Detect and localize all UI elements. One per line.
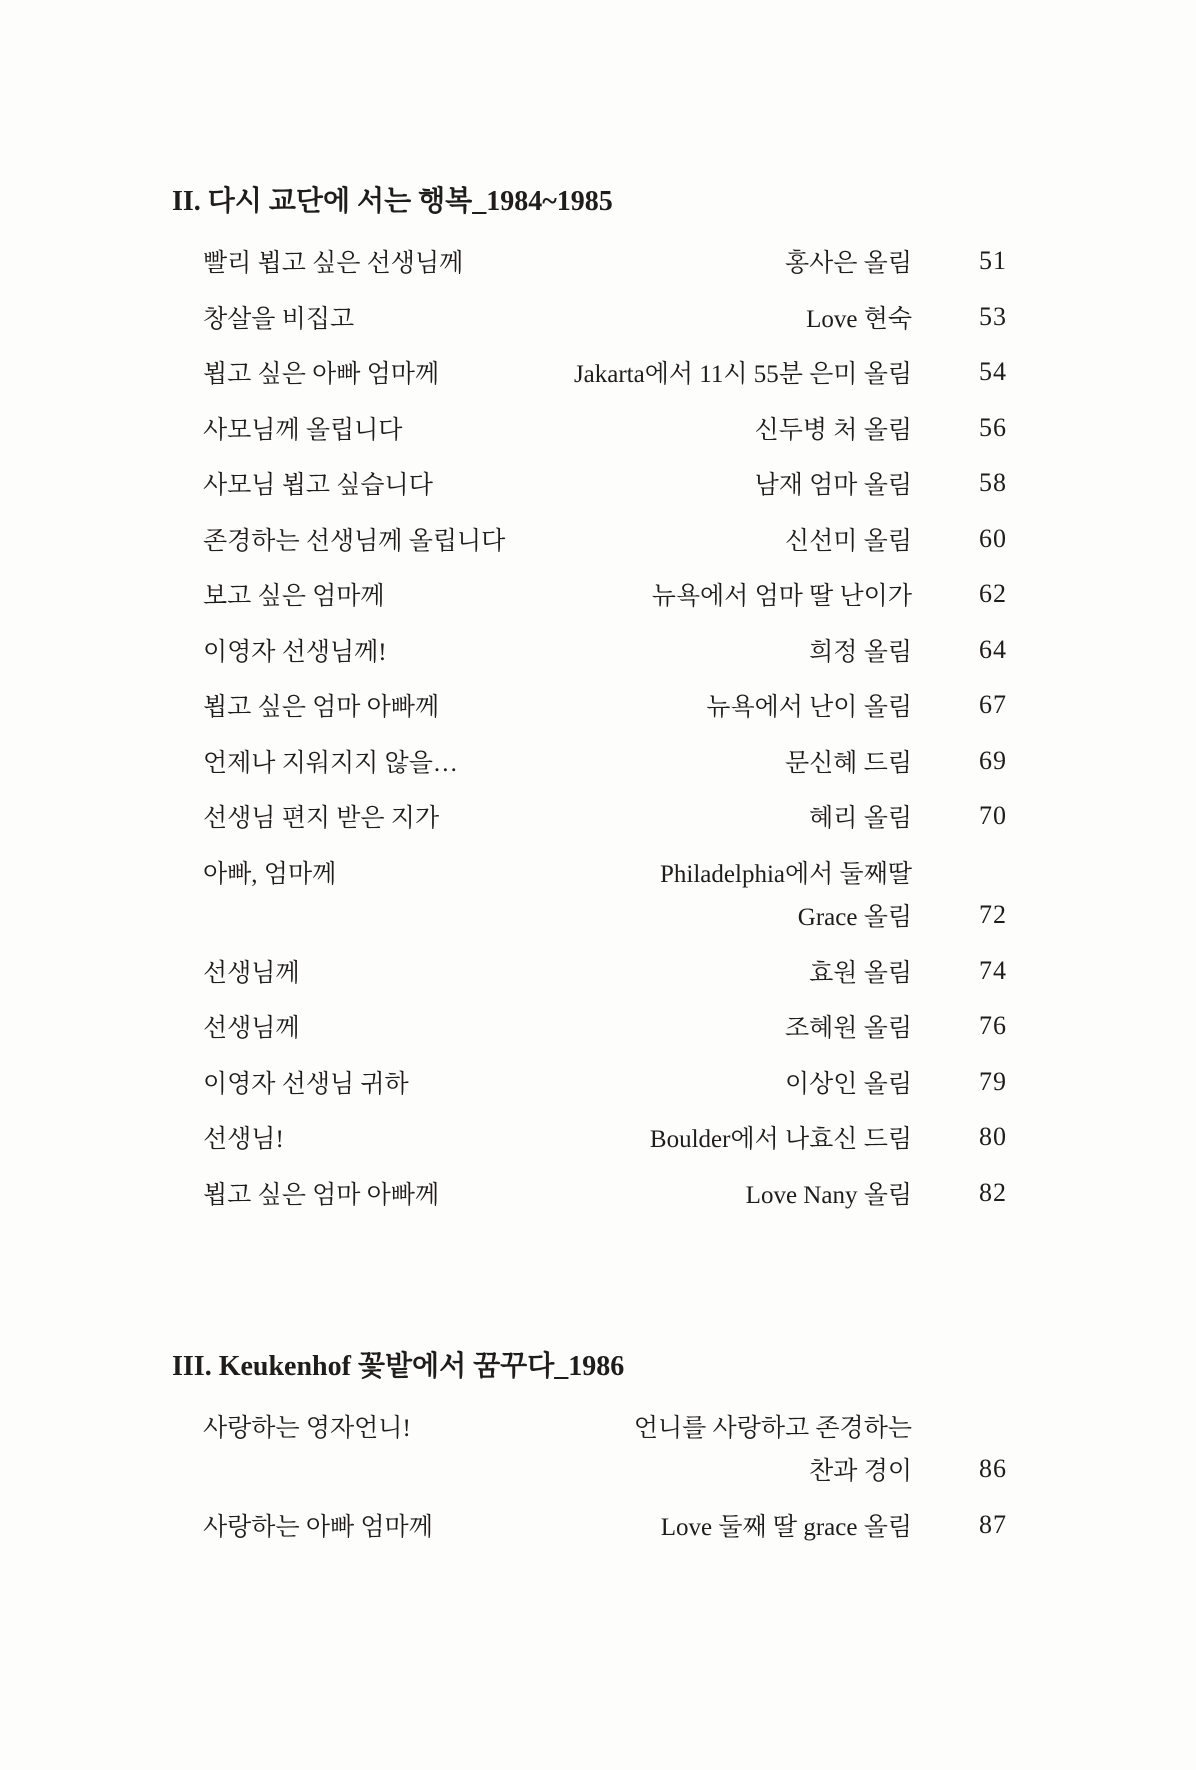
toc-entry (172, 1110, 1007, 1166)
toc-entry (172, 789, 1007, 845)
entry-title: 빨리 뵙고 싶은 선생님께 (203, 250, 464, 278)
toc-entry (172, 678, 1007, 734)
toc-section (172, 1349, 1007, 1553)
toc-entry (172, 844, 1007, 931)
section-entries (172, 1398, 1007, 1553)
toc-sections (172, 184, 1007, 1553)
entry-author: 신선미 올림 (784, 527, 912, 555)
toc-entry (172, 1398, 1007, 1485)
entry-title: 사랑하는 영자언니! (203, 1414, 411, 1442)
toc-row (172, 1497, 1007, 1553)
entry-author: 신두병 처 올림 (754, 416, 912, 444)
entry-page-number: 60 (979, 523, 1007, 553)
entry-page-number: 62 (979, 579, 1007, 609)
toc-row (172, 678, 1007, 734)
toc-entry (172, 999, 1007, 1055)
toc-entry (172, 1165, 1007, 1221)
entry-page-number: 70 (979, 801, 1007, 831)
toc-row (172, 733, 1007, 789)
entry-page-number: 51 (979, 246, 1007, 276)
entry-author: 홍사은 올림 (784, 250, 912, 278)
entry-author: 문신혜 드림 (784, 749, 912, 777)
entry-author: 효원 올림 (809, 959, 912, 987)
toc-row (172, 1054, 1007, 1110)
entry-author: Love 현숙 (806, 305, 912, 333)
entry-page-number: 72 (979, 900, 1007, 930)
entry-author-line2: Grace 올림 (797, 904, 912, 932)
entry-page-number: 82 (979, 1177, 1007, 1207)
entry-title: 아빠, 엄마께 (203, 860, 337, 888)
entry-title: 언제나 지워지지 않을… (203, 749, 458, 777)
entry-title: 사모님 뵙고 싶습니다 (203, 472, 433, 500)
toc-row (172, 999, 1007, 1055)
entry-author: 언니를 사랑하고 존경하는 (633, 1414, 912, 1442)
entry-author: Love Nany 올림 (745, 1181, 912, 1209)
entry-author: 뉴욕에서 난이 올림 (706, 694, 912, 722)
entry-title: 선생님! (203, 1126, 284, 1154)
entry-author: 뉴욕에서 엄마 딸 난이가 (651, 583, 912, 611)
entry-author: 혜리 올림 (809, 805, 912, 833)
toc-entry (172, 345, 1007, 401)
entry-title: 이영자 선생님께! (203, 638, 387, 666)
toc-row (172, 622, 1007, 678)
toc-row (172, 943, 1007, 999)
entry-title: 선생님께 (203, 959, 300, 987)
entry-page-number: 58 (979, 468, 1007, 498)
entry-page-number: 53 (979, 301, 1007, 331)
entry-author: 조혜원 올림 (784, 1015, 912, 1043)
toc-row (172, 456, 1007, 512)
toc-row (172, 844, 1007, 900)
toc-entry (172, 622, 1007, 678)
entry-title: 뵙고 싶은 아빠 엄마께 (203, 361, 440, 389)
toc-row-wrap (172, 1454, 1007, 1485)
entry-author: Boulder에서 나효신 드림 (649, 1126, 912, 1154)
entry-page-number: 64 (979, 634, 1007, 664)
toc-section (172, 184, 1007, 1221)
toc-row (172, 400, 1007, 456)
entry-title: 사랑하는 아빠 엄마께 (203, 1513, 433, 1541)
entry-page-number: 76 (979, 1011, 1007, 1041)
entry-page-number: 86 (979, 1454, 1007, 1484)
entry-page-number: 79 (979, 1066, 1007, 1096)
toc-row (172, 1165, 1007, 1221)
entry-page-number: 74 (979, 955, 1007, 985)
section-heading: III. Keukenhof 꽃밭에서 꿈꾸다_1986 (172, 1350, 625, 1382)
toc-row (172, 789, 1007, 845)
entry-page-number: 56 (979, 412, 1007, 442)
toc-row (172, 511, 1007, 567)
toc-row (172, 289, 1007, 345)
entry-title: 존경하는 선생님께 올립니다 (203, 527, 506, 555)
toc-entry (172, 1497, 1007, 1553)
entry-author: Love 둘째 딸 grace 올림 (660, 1513, 912, 1541)
entry-page-number: 87 (979, 1509, 1007, 1539)
entry-author: 희정 올림 (809, 638, 912, 666)
section-entries (172, 234, 1007, 1221)
toc-entry (172, 456, 1007, 512)
entry-title: 선생님 편지 받은 지가 (203, 805, 440, 833)
entry-author-line2: 찬과 경이 (809, 1458, 912, 1486)
entry-page-number: 54 (979, 357, 1007, 387)
toc-entry (172, 1054, 1007, 1110)
toc-row-wrap (172, 900, 1007, 931)
entry-author: Jakarta에서 11시 55분 은미 올림 (573, 361, 912, 389)
toc-entry (172, 400, 1007, 456)
entry-title: 뵙고 싶은 엄마 아빠께 (203, 1181, 440, 1209)
entry-page-number: 67 (979, 690, 1007, 720)
toc-entry (172, 234, 1007, 290)
entry-author: 남재 엄마 올림 (754, 472, 912, 500)
toc-row (172, 345, 1007, 401)
entry-title: 창살을 비집고 (203, 305, 355, 333)
toc-entry (172, 289, 1007, 345)
toc-row (172, 567, 1007, 623)
toc-row (172, 234, 1007, 290)
entry-title: 선생님께 (203, 1015, 300, 1043)
entry-author: 이상인 올림 (784, 1070, 912, 1098)
entry-title: 뵙고 싶은 엄마 아빠께 (203, 694, 440, 722)
entry-title: 보고 싶은 엄마께 (203, 583, 385, 611)
entry-page-number: 69 (979, 745, 1007, 775)
entry-page-number: 80 (979, 1122, 1007, 1152)
entry-author: Philadelphia에서 둘째딸 (660, 860, 912, 888)
section-heading: II. 다시 교단에 서는 행복_1984~1985 (172, 186, 613, 217)
toc-entry (172, 511, 1007, 567)
entry-title: 이영자 선생님 귀하 (203, 1070, 409, 1098)
toc-entry (172, 733, 1007, 789)
toc-entry (172, 567, 1007, 623)
toc-row (172, 1398, 1007, 1454)
toc-entry (172, 943, 1007, 999)
entry-title: 사모님께 올립니다 (203, 416, 403, 444)
toc-row (172, 1110, 1007, 1166)
